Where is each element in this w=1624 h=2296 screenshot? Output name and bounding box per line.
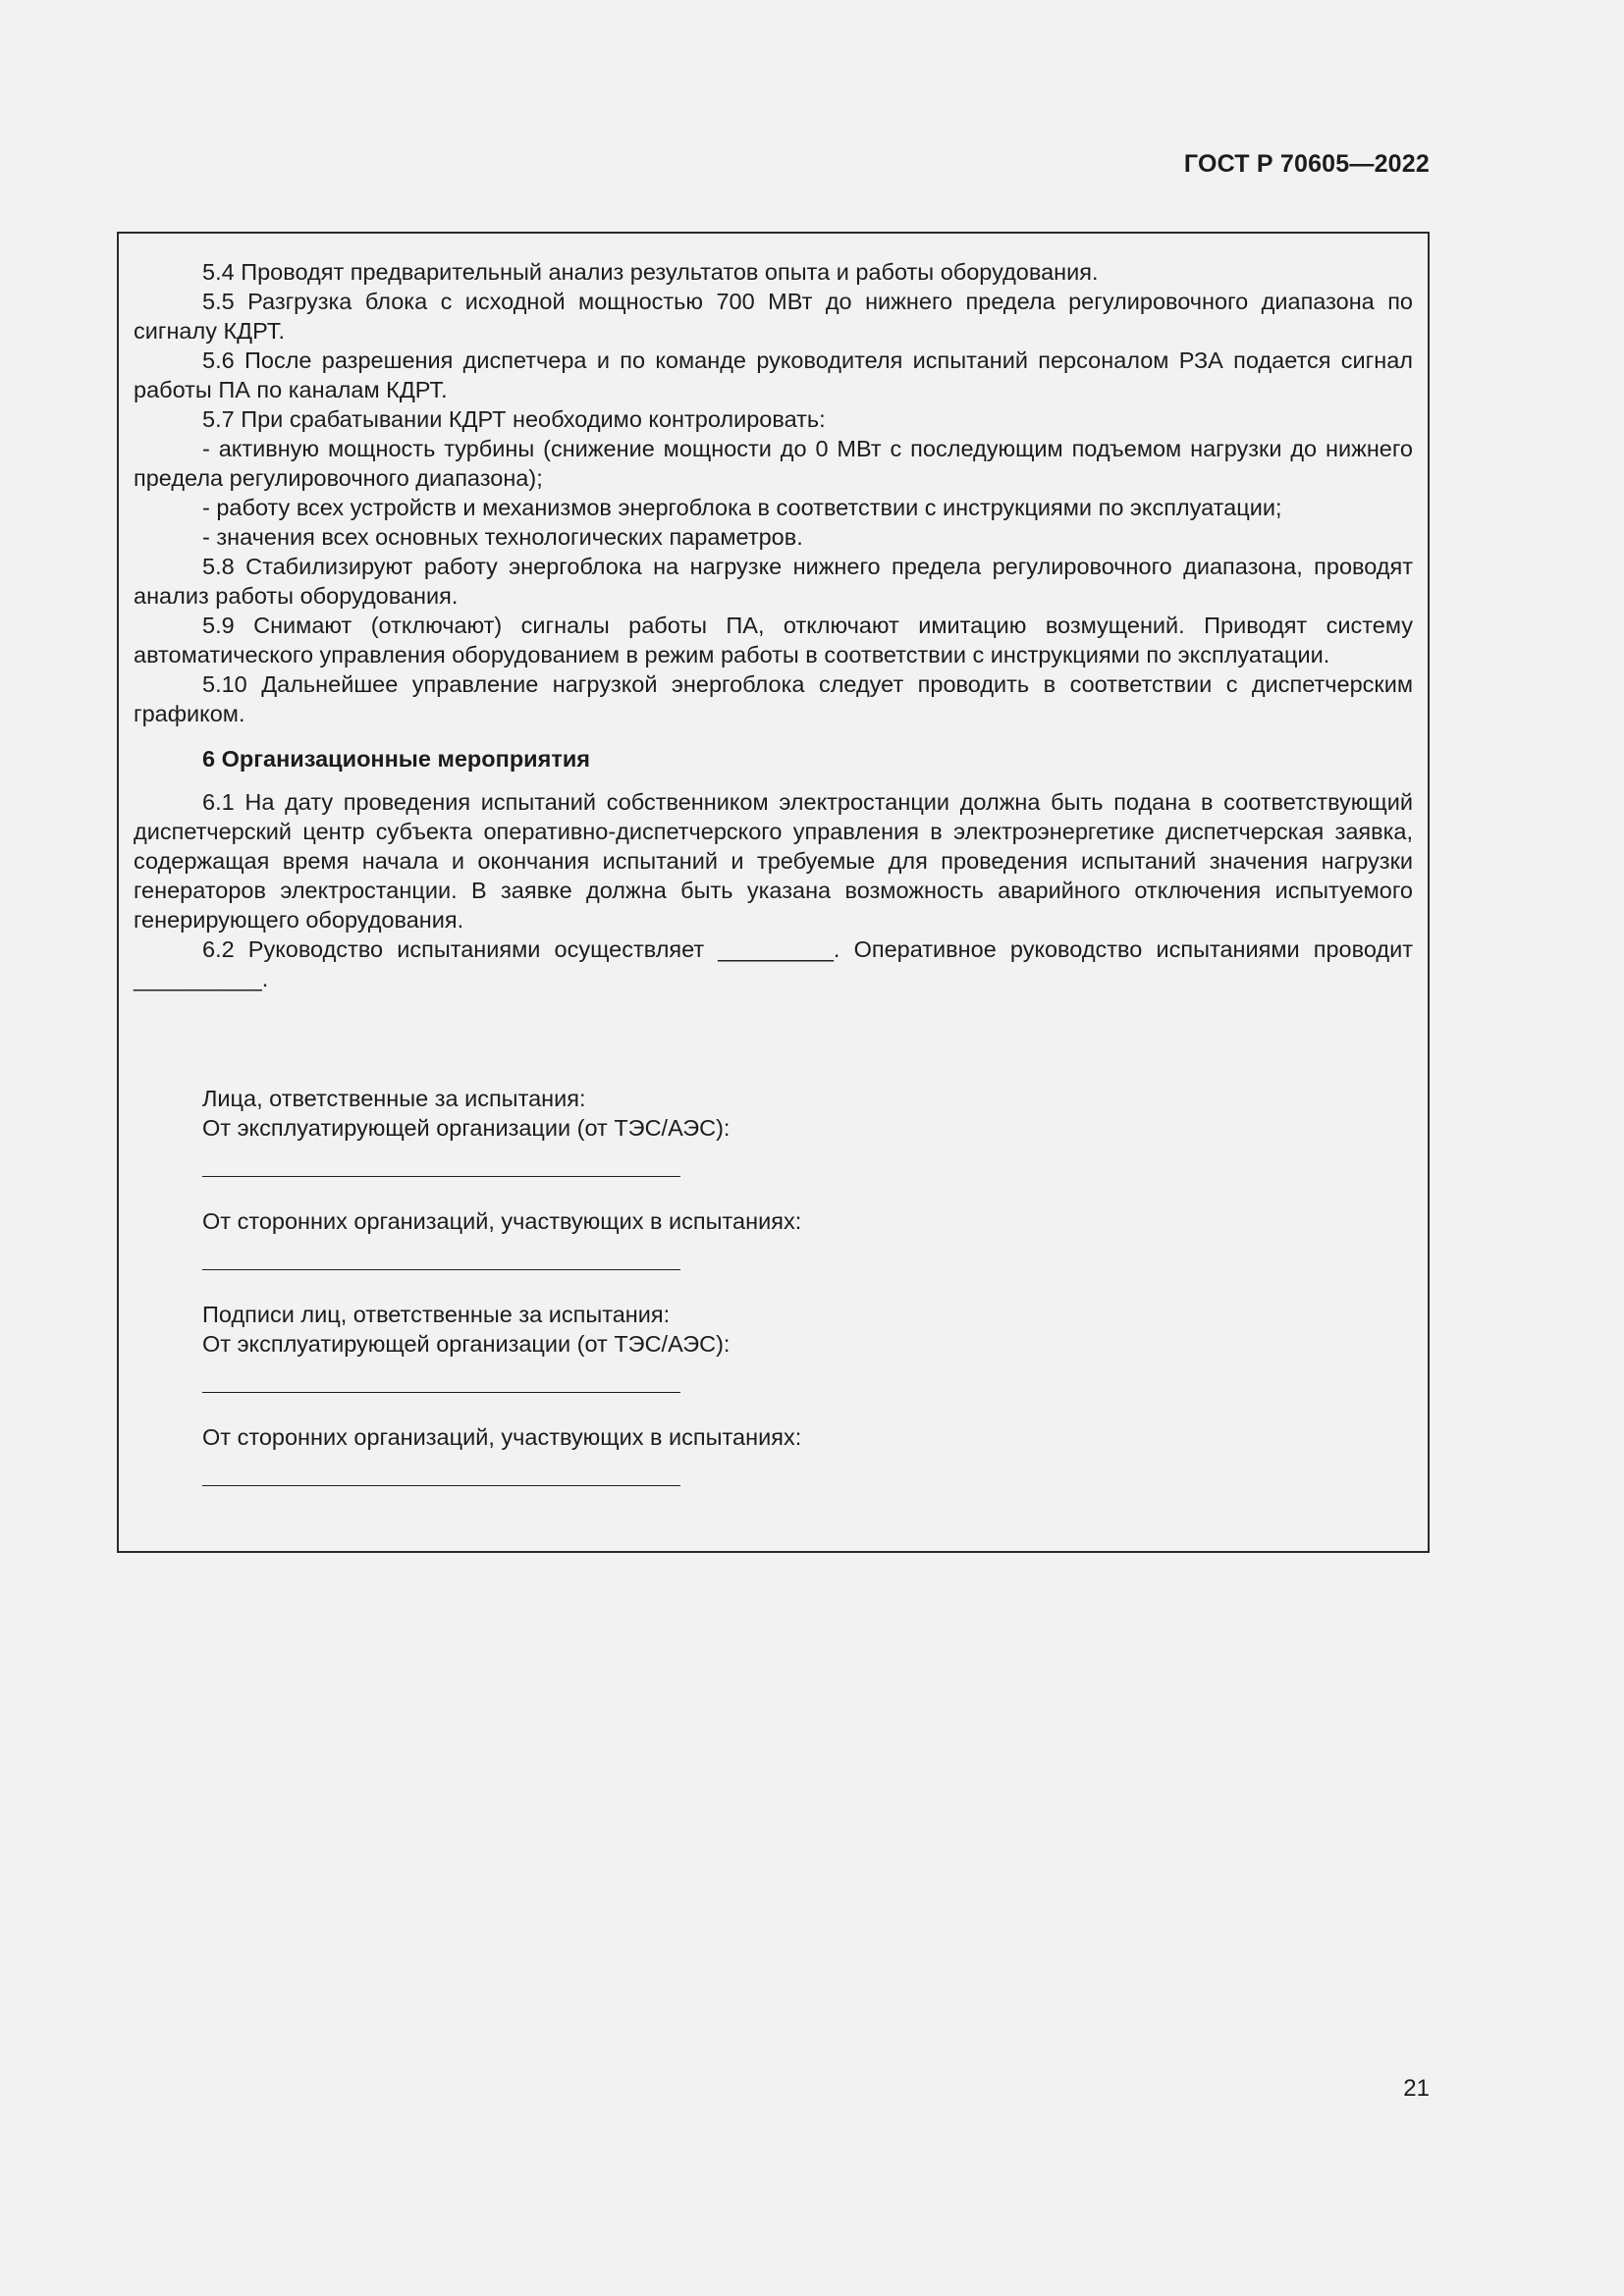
operating-org-label-1: От эксплуатирующей организации (от ТЭС/АЭС): [202,1115,731,1141]
page-number: 21 [1403,2075,1430,2102]
responsible-persons-title: Лица, ответственные за испытания: [202,1086,586,1111]
third-party-label-1: От сторонних организаций, участвующих в испытаниях: [202,1208,802,1234]
paragraph-5-9: 5.9 Снимают (отключают) сигналы работы ПА, отключают имитацию возмущений. Приводят систему автоматического управления оборудованием в режим работы в соответствии с инструкциями по эксплуатации. [134,613,1413,667]
paragraph-5-4: 5.4 Проводят предварительный анализ результатов опыта и работы оборудования. [202,259,1099,285]
signature-line-1 [202,1176,680,1177]
operating-org-label-2: От эксплуатирующей организации (от ТЭС/АЭС): [202,1331,731,1357]
content-frame [117,232,1430,1553]
paragraph-5-7-item-1: - активную мощность турбины (снижение мощности до 0 МВт с последующим подъемом нагрузки до нижнего предела регулировочного диапазона); [134,436,1413,491]
paragraph-5-7-item-3: - значения всех основных технологических параметров. [202,524,803,550]
document-code: ГОСТ Р 70605—2022 [1183,150,1430,178]
paragraph-5-8: 5.8 Стабилизируют работу энергоблока на нагрузке нижнего предела регулировочного диапазона, проводят анализ работы оборудования. [134,554,1413,609]
signature-line-3 [202,1392,680,1393]
signatures-title: Подписи лиц, ответственные за испытания: [202,1302,671,1327]
paragraph-5-7-item-2: - работу всех устройств и механизмов энергоблока в соответствии с инструкциями по эксплуатации; [202,495,1282,520]
paragraph-5-7: 5.7 При срабатывании КДРТ необходимо контролировать: [202,406,826,432]
section-6-title: 6 Организационные мероприятия [202,746,591,772]
signature-block [202,1084,801,1486]
paragraph-5-10: 5.10 Дальнейшее управление нагрузкой энергоблока следует проводить в соответствии с диспетчерским графиком. [134,671,1413,726]
signature-line-4 [202,1485,680,1486]
third-party-label-2: От сторонних организаций, участвующих в испытаниях: [202,1424,802,1450]
paragraph-6-2: 6.2 Руководство испытаниями осуществляет _________. Оперативное руководство испытаниями проводит __________. [134,936,1413,991]
paragraph-6-1: 6.1 На дату проведения испытаний собственником электростанции должна быть подана в соответствующий диспетчерский центр субъекта оперативно-диспетчерского управления в электроэнергетике диспетчерская заявка, содержащая время начала и окончания испытаний и требуемые для проведения испытаний значения нагрузки генераторов электростанции. В заявке должна быть указана возможность аварийного отключения испытуемого генерирующего оборудования. [134,789,1413,933]
signature-line-2 [202,1269,680,1270]
procedure-text [134,257,1413,993]
paragraph-5-6: 5.6 После разрешения диспетчера и по команде руководителя испытаний персоналом РЗА подается сигнал работы ПА по каналам КДРТ. [134,347,1413,402]
paragraph-5-5: 5.5 Разгрузка блока с исходной мощностью 700 МВт до нижнего предела регулировочного диапазона по сигналу КДРТ. [134,289,1413,344]
